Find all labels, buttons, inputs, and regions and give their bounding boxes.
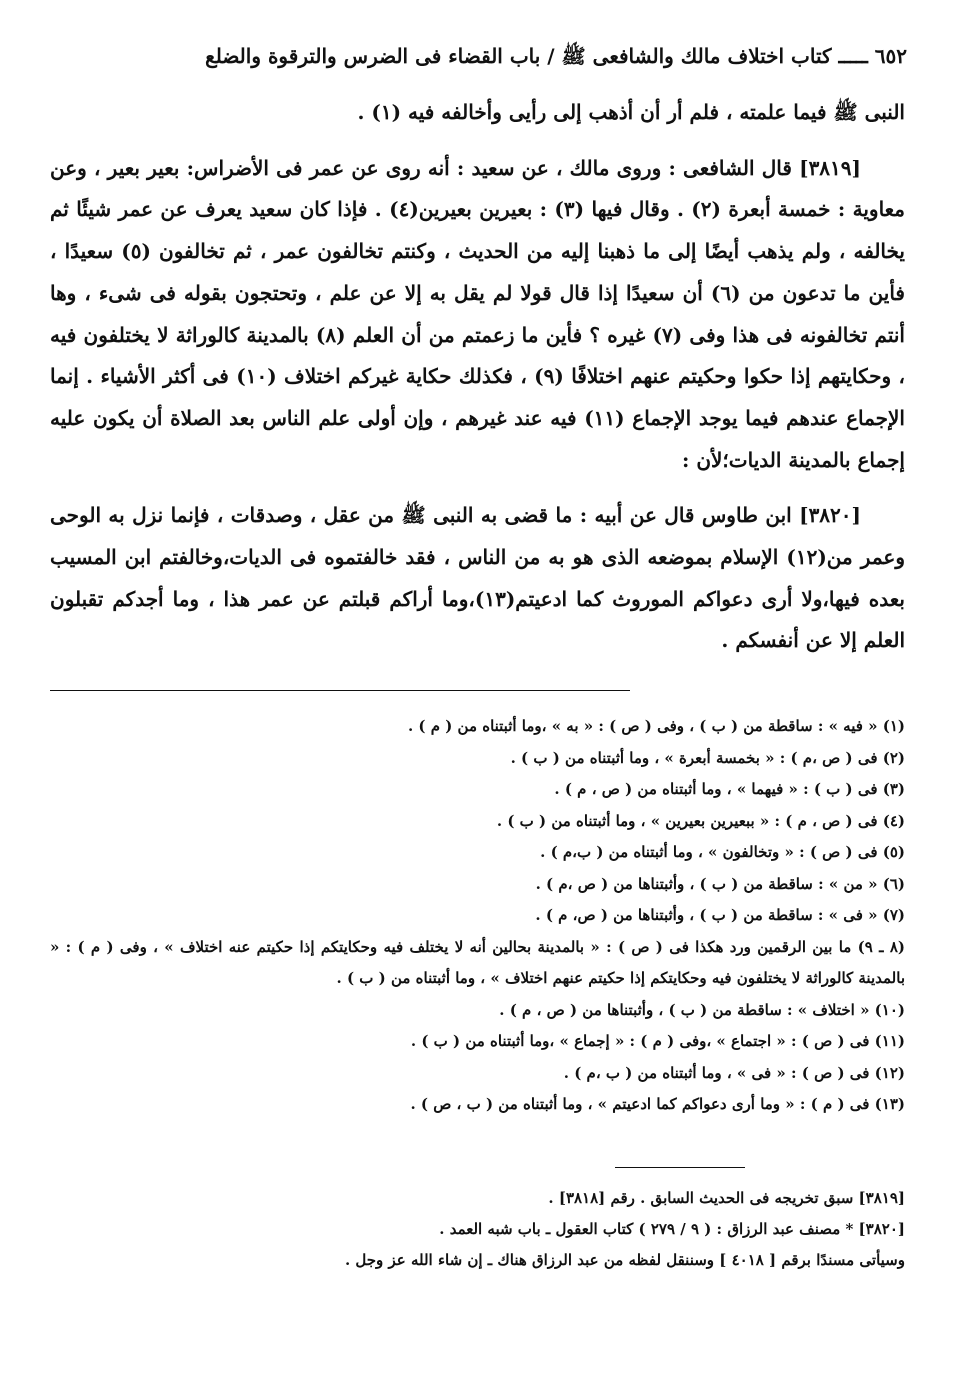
running-header xyxy=(50,42,907,70)
footnote-10: (١٠) « اختلاف » : ساقطة من ( ب ) ، وأثبتناها من ( ص ، م ) . xyxy=(499,1000,905,1019)
footnote-6: (٦) « من » : ساقطة من ( ب ) ، وأثبتناها من ( ص ،م ) . xyxy=(535,874,905,893)
source-3819: [٣٨١٩] سبق تخريجه فى الحديث السابق . رقم [٣٨١٨] . xyxy=(548,1189,905,1207)
footnote-13: (١٣) فى ( م ) : « وما أرى دعواكم كما ادعيتم » ، وما أثبتناه من ( ب ، ص ) . xyxy=(410,1095,905,1113)
page-number: ٦٥٢ xyxy=(874,44,907,68)
footnote-3: (٣) فى ( ب ) : « فيهما » ، وما أثبتناه من ( ص ، م ) . xyxy=(554,780,905,798)
running-title: ـــــ كتاب اختلاف مالك والشافعى ﷺ / باب القضاء فى الضرس والترقوة والضلع xyxy=(205,44,868,68)
source-3820-continued: وسيأتى مسندًا برقم [ ٤٠١٨ ] وسننقل لفظه من عبد الرزاق هناك ـ إن شاء الله عز وجل . xyxy=(344,1251,905,1269)
footnote-12: (١٢) فى ( ص ) : « فى » ، وما أثبتناه من ( ب ،م ) . xyxy=(563,1063,905,1082)
footnote-4: (٤) فى ( ص ، م ) : « ببعيرين بعيرين » ، وما أثبتناه من ( ب ) . xyxy=(496,811,905,830)
footnotes xyxy=(50,711,905,1121)
footnote-11: (١١) فى ( ص ) : « اجتماع » ،وفى ( م ) : « إجماع » ،وما أثبتناه من ( ب ) . xyxy=(410,1032,905,1050)
paragraph-3820: [٣٨٢٠] ابن طاوس قال عن أبيه : ما قضى به النبى ﷺ من عقل ، وصدقات ، فإنما نزل به الوحى وعمر من(١٢) الإسلام بموضعه الذى هو به من الناس ، فقد خالفتموه فى الديات،وخالفتم ابن المسيب بعده فيها،ولا أرى دعواكم الموروث كما ادعيتم(١٣)،وما أراكم قبلتم عن عمر هذا ، وما أجدكم تقبلون العلم إلا عن أنفسكم . xyxy=(50,503,905,653)
source-notes xyxy=(50,1183,905,1276)
source-3820: [٣٨٢٠] * مصنف عبد الرزاق : ( ٩ / ٢٧٩ ) كتاب العقول ـ باب شبه العمد . xyxy=(439,1220,905,1238)
paragraph-3819: [٣٨١٩] قال الشافعى : وروى مالك ، عن سعيد : أنه روى عن عمر فى الأضراس: بعير بعير ، وعن معاوية : خمسة أبعرة (٢) . وقال فيها (٣) : بعيرين بعيرين(٤) . فإذا كان سعيد يعرف عن عمر شيئًا ثم يخالفه ، ولم يذهب أيضًا إلى ما ذهبنا إليه من الحديث ، وكنتم تخالفون عمر ، ثم تخالفون (٥) سعيدًا ، فأين ما تدعون من (٦) أن سعيدًا إذا قال قولا لم يقل به إلا عن علم ، وتحتجون بقوله فى شىء ، وها أنتم تخالفونه فى هذا وفى (٧) غيره ؟ فأين ما زعمتم من أن العلم (٨) بالمدينة كالوراثة لا يختلفون فيه ، وحكايتهم إذا حكوا وحكيتم عنهم اختلافًا (٩) ، فكذلك حكاية غيركم اختلاف (١٠) فى أكثر الأشياء . إنما الإجماع عندهم فيما يوجد الإجماع (١١) فيه عند غيرهم ، وإن أولى علم الناس بعد الصلاة أن يكون عليه إجماع بالمدينة الديات؛لأن : xyxy=(50,155,906,472)
footnote-divider xyxy=(50,690,630,691)
main-text xyxy=(50,92,905,662)
continuation-line: النبى ﷺ فيما علمته ، فلم أر أن أذهب إلى رأيى وأخالفه فيه (١) . xyxy=(357,100,905,124)
sources-divider xyxy=(615,1167,745,1168)
footnote-7: (٧) « فى » : ساقطة من ( ب ) ، وأثبتناها من ( ص، م ) . xyxy=(535,906,905,924)
footnote-1: (١) « فيه » : ساقطة من ( ب ) ، وفى ( ص ) : « به » ،وما أثبتناه من ( م ) . xyxy=(407,717,905,735)
footnote-8-9: (٨ ـ ٩) ما بين الرقمين ورد هكذا فى ( ص ) : « بالمدينة بحالين أنه لا يختلف فيه وحكايتكم إذا حكيتم عنه اختلاف » ، وفى ( م ) : « بالمدينة كالوراثة لا يختلفون فيه وحكايتكم إذا حكيتم عنهم اختلاف » ، وما أثبتناه من ( ب ) . xyxy=(50,937,905,987)
footnote-2: (٢) فى ( ص ،م ) : « بخمسة أبعرة » ، وما أثبتناه من ( ب ) . xyxy=(510,748,905,767)
footnote-5: (٥) فى ( ص ) : « وتخالفون » ، وما أثبتناه من ( ب،م ) . xyxy=(540,843,905,861)
